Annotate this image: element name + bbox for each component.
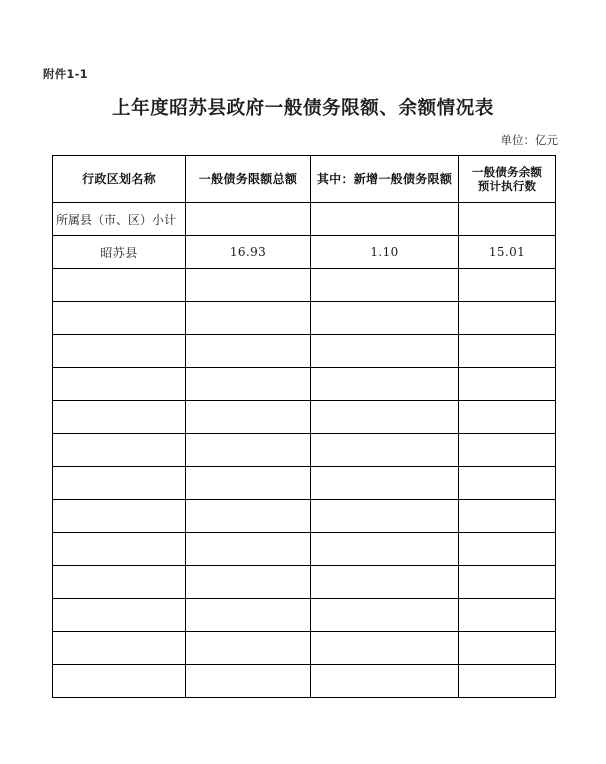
cell-region: 昭苏县 bbox=[53, 236, 186, 269]
page-title: 上年度昭苏县政府一般债务限额、余额情况表 bbox=[111, 98, 494, 119]
cell-new-limit bbox=[311, 203, 459, 236]
table-row bbox=[53, 335, 556, 368]
column-header-balance-estimate-line2: 预计执行数 bbox=[477, 179, 537, 193]
cell-region bbox=[53, 533, 186, 566]
attachment-label: 附件1-1 bbox=[43, 67, 88, 81]
table-row bbox=[53, 467, 556, 500]
cell-new-limit bbox=[311, 335, 459, 368]
column-header-limit-total: 一般债务限额总额 bbox=[186, 156, 311, 203]
cell-region bbox=[53, 434, 186, 467]
cell-limit-total bbox=[186, 401, 311, 434]
cell-balance-estimate bbox=[459, 269, 556, 302]
cell-new-limit bbox=[311, 368, 459, 401]
cell-region bbox=[53, 632, 186, 665]
cell-region bbox=[53, 599, 186, 632]
cell-balance-estimate bbox=[459, 632, 556, 665]
cell-new-limit bbox=[311, 665, 459, 698]
cell-new-limit bbox=[311, 302, 459, 335]
cell-limit-total bbox=[186, 203, 311, 236]
cell-new-limit bbox=[311, 467, 459, 500]
cell-balance-estimate: 15.01 bbox=[459, 236, 556, 269]
cell-new-limit bbox=[311, 599, 459, 632]
cell-region bbox=[53, 269, 186, 302]
cell-limit-total bbox=[186, 500, 311, 533]
table-row bbox=[53, 302, 556, 335]
cell-balance-estimate bbox=[459, 203, 556, 236]
cell-limit-total bbox=[186, 335, 311, 368]
cell-new-limit bbox=[311, 434, 459, 467]
cell-region bbox=[53, 467, 186, 500]
table-row bbox=[53, 599, 556, 632]
cell-region bbox=[53, 401, 186, 434]
cell-region bbox=[53, 302, 186, 335]
cell-new-limit bbox=[311, 500, 459, 533]
cell-region bbox=[53, 665, 186, 698]
table-body bbox=[53, 203, 556, 698]
table-row bbox=[53, 401, 556, 434]
cell-balance-estimate bbox=[459, 599, 556, 632]
cell-limit-total bbox=[186, 632, 311, 665]
column-header-new-limit: 其中：新增一般债务限额 bbox=[311, 156, 459, 203]
table-row bbox=[53, 566, 556, 599]
cell-limit-total bbox=[186, 368, 311, 401]
table-row bbox=[53, 269, 556, 302]
cell-new-limit bbox=[311, 269, 459, 302]
cell-new-limit: 1.10 bbox=[311, 236, 459, 269]
cell-balance-estimate bbox=[459, 500, 556, 533]
cell-balance-estimate bbox=[459, 467, 556, 500]
unit-note: 单位：亿元 bbox=[500, 133, 558, 147]
cell-limit-total bbox=[186, 533, 311, 566]
cell-limit-total bbox=[186, 269, 311, 302]
cell-balance-estimate bbox=[459, 434, 556, 467]
cell-new-limit bbox=[311, 632, 459, 665]
cell-new-limit bbox=[311, 401, 459, 434]
cell-limit-total bbox=[186, 599, 311, 632]
cell-balance-estimate bbox=[459, 302, 556, 335]
cell-region bbox=[53, 500, 186, 533]
table-row bbox=[53, 665, 556, 698]
cell-limit-total bbox=[186, 467, 311, 500]
table-row bbox=[53, 368, 556, 401]
table-row bbox=[53, 500, 556, 533]
cell-balance-estimate bbox=[459, 401, 556, 434]
cell-balance-estimate bbox=[459, 566, 556, 599]
cell-region bbox=[53, 335, 186, 368]
cell-limit-total bbox=[186, 665, 311, 698]
cell-balance-estimate bbox=[459, 533, 556, 566]
column-header-balance-estimate bbox=[459, 156, 556, 203]
table-row bbox=[53, 434, 556, 467]
table-row bbox=[53, 236, 556, 269]
table-row bbox=[53, 533, 556, 566]
cell-limit-total bbox=[186, 566, 311, 599]
column-header-region: 行政区划名称 bbox=[53, 156, 186, 203]
cell-limit-total bbox=[186, 302, 311, 335]
debt-table-container bbox=[52, 155, 555, 698]
table-header bbox=[53, 156, 556, 203]
table-row bbox=[53, 632, 556, 665]
cell-balance-estimate bbox=[459, 665, 556, 698]
cell-limit-total: 16.93 bbox=[186, 236, 311, 269]
cell-region bbox=[53, 368, 186, 401]
column-header-balance-estimate-line1: 一般债务余额 bbox=[471, 164, 543, 179]
cell-new-limit bbox=[311, 566, 459, 599]
cell-new-limit bbox=[311, 533, 459, 566]
cell-region bbox=[53, 566, 186, 599]
cell-limit-total bbox=[186, 434, 311, 467]
general-debt-limit-table bbox=[52, 155, 556, 698]
cell-balance-estimate bbox=[459, 368, 556, 401]
cell-region: 所属县（市、区）小计 bbox=[53, 203, 186, 236]
cell-balance-estimate bbox=[459, 335, 556, 368]
table-header-row bbox=[53, 156, 556, 203]
table-row bbox=[53, 203, 556, 236]
